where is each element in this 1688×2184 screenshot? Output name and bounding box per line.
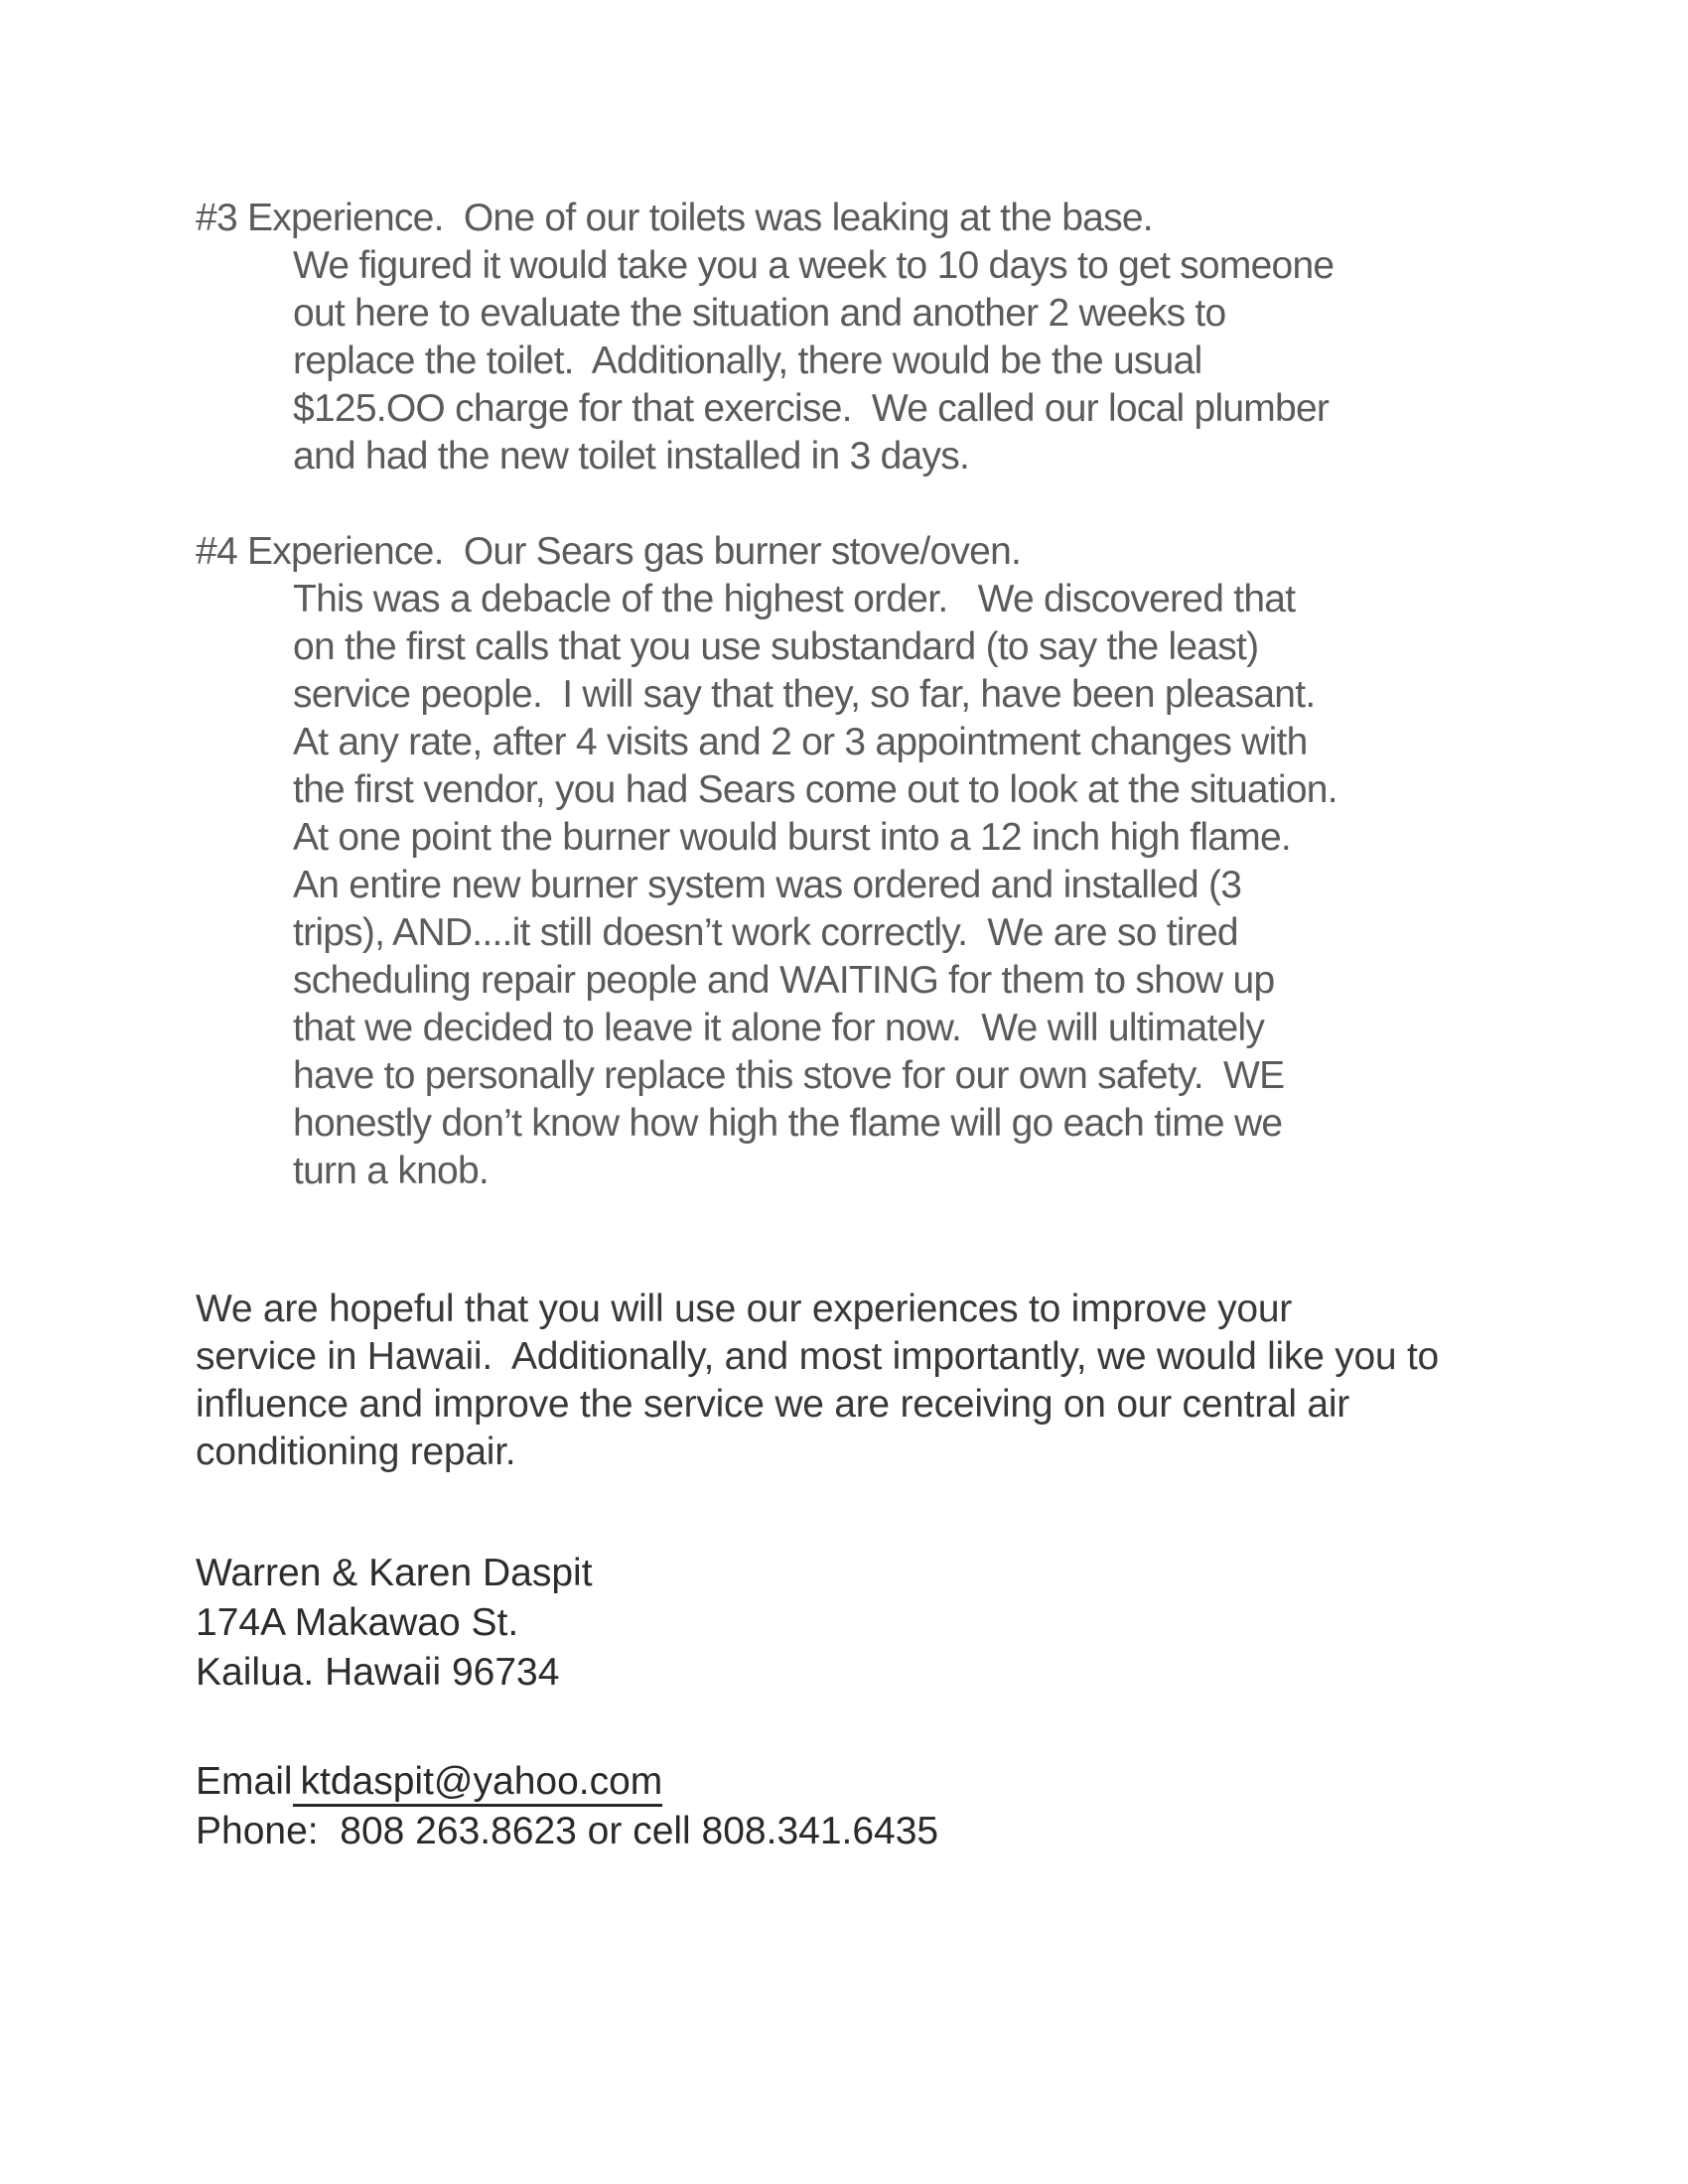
experience-4-paragraph <box>196 528 1648 1195</box>
signature-street-line: 174A Makawao St. <box>196 1601 519 1644</box>
text-line: conditioning repair. <box>196 1431 516 1473</box>
experience-4-heading: #4 Experience. Our Sears gas burner stove/oven. <box>196 530 1022 573</box>
email-label: Email <box>196 1760 293 1803</box>
email-line <box>196 1757 1648 1807</box>
text-line: out here to evaluate the situation and another 2 weeks to <box>293 292 1226 335</box>
text-line: service in Hawaii. Additionally, and most importantly, we would like you to <box>196 1335 1439 1378</box>
signature-name-line: Warren & Karen Daspit <box>196 1552 593 1594</box>
email-link[interactable]: ktdaspit@yahoo.com <box>293 1760 663 1807</box>
experience-3-heading: #3 Experience. One of our toilets was leaking at the base. <box>196 197 1153 239</box>
text-line: the first vendor, you had Sears come out to look at the situation. <box>293 768 1337 811</box>
text-line: At any rate, after 4 visits and 2 or 3 appointment changes with <box>293 721 1308 763</box>
signature-block <box>196 1549 1648 1698</box>
text-line: This was a debacle of the highest order. We discovered that <box>293 578 1296 620</box>
text-line: We figured it would take you a week to 10 days to get someone <box>293 244 1335 287</box>
phone-line: Phone: 808 263.8623 or cell 808.341.6435 <box>196 1810 939 1852</box>
text-line: have to personally replace this stove for our own safety. WE <box>293 1054 1285 1097</box>
text-line: turn a knob. <box>293 1150 489 1192</box>
signature-city-line: Kailua. Hawaii 96734 <box>196 1651 560 1694</box>
text-line: $125.OO charge for that exercise. We called our local plumber <box>293 387 1330 430</box>
closing-paragraph <box>196 1286 1648 1476</box>
text-line: We are hopeful that you will use our experiences to improve your <box>196 1288 1293 1330</box>
text-line: that we decided to leave it alone for now. We will ultimately <box>293 1007 1265 1049</box>
text-line: service people. I will say that they, so far, have been pleasant. <box>293 673 1316 716</box>
text-line: An entire new burner system was ordered and installed (3 <box>293 864 1242 906</box>
text-line: and had the new toilet installed in 3 days. <box>293 435 970 478</box>
experience-3-paragraph <box>196 195 1648 480</box>
text-line: trips), AND....it still doesn’t work correctly. We are so tired <box>293 911 1238 954</box>
text-line: honestly don’t know how high the flame will go each time we <box>293 1102 1283 1145</box>
text-line: on the first calls that you use substandard (to say the least) <box>293 625 1259 668</box>
text-line: influence and improve the service we are receiving on our central air <box>196 1383 1350 1426</box>
contact-block <box>196 1757 1648 1856</box>
text-line: replace the toilet. Additionally, there would be the usual <box>293 340 1202 382</box>
text-line: At one point the burner would burst into a 12 inch high flame. <box>293 816 1291 859</box>
text-line: scheduling repair people and WAITING for them to show up <box>293 959 1275 1002</box>
